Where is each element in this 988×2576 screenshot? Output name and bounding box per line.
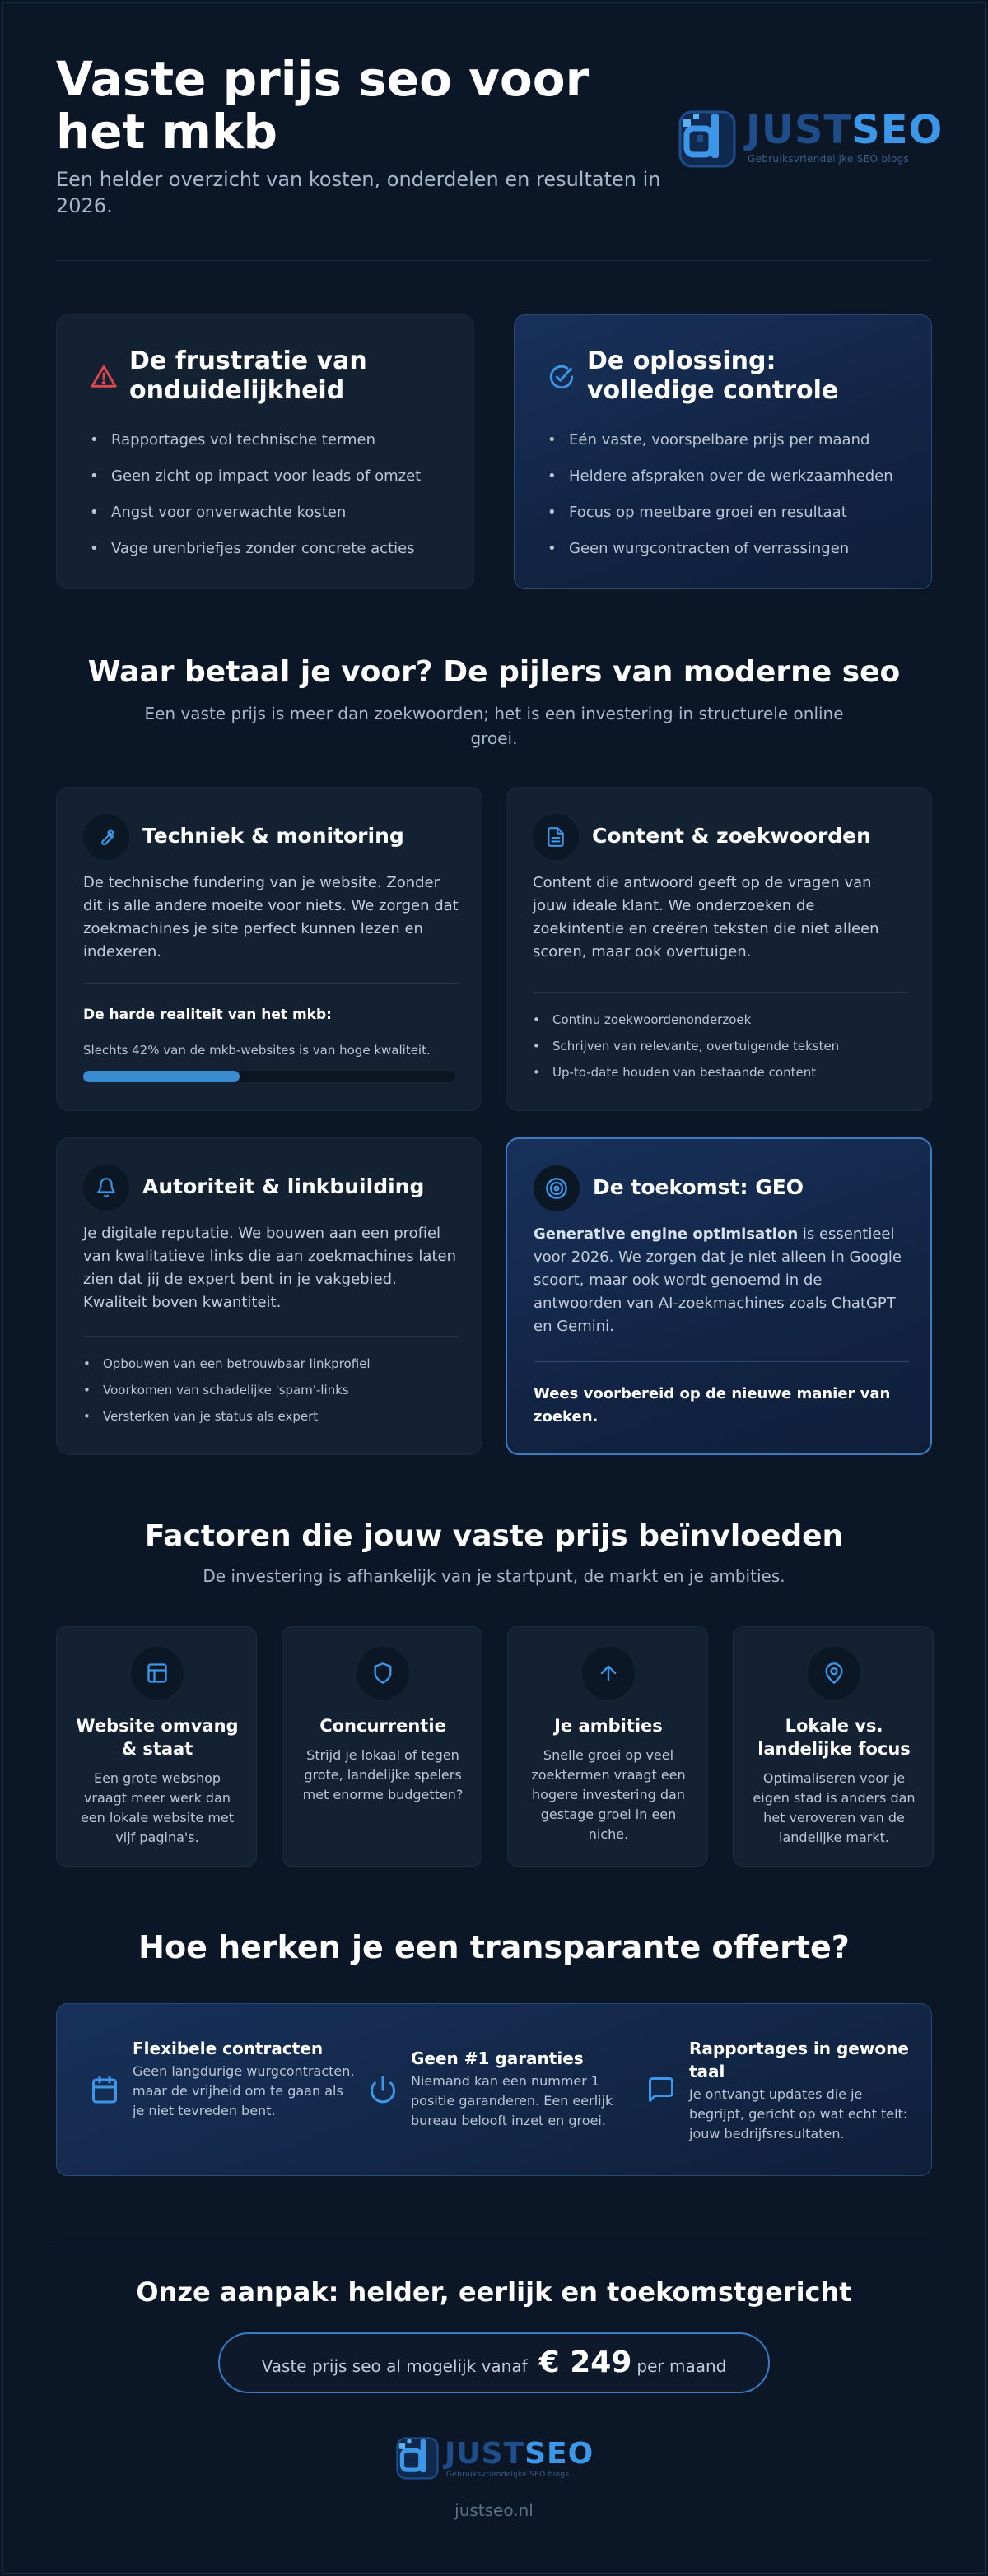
- logo-mark-icon: [394, 2434, 441, 2482]
- factor-card: [56, 1626, 257, 1867]
- list-item: • Geen wurgcontracten of verrassingen: [548, 531, 893, 567]
- list-item: • Schrijven van relevante, overtuigende teksten: [533, 1033, 839, 1059]
- pillar-authority-card: [56, 1137, 482, 1455]
- price-suffix: per maand: [636, 2356, 727, 2376]
- power-icon: [368, 2075, 398, 2104]
- wrench-icon: [83, 814, 129, 860]
- quote-item-title: Rapportages in gewone taal: [689, 2039, 909, 2081]
- factor-card: [507, 1626, 708, 1867]
- pillar-content-title: Content & zoekwoorden: [592, 824, 871, 848]
- factor-card: [282, 1626, 482, 1867]
- reality-text: Slechts 42% van de mkb-websites is van hoge kwaliteit.: [83, 1043, 431, 1058]
- pillar-tech-card: [56, 787, 482, 1111]
- quote-item-title: Flexibele contracten: [133, 2039, 324, 2058]
- list-item: • Eén vaste, voorspelbare prijs per maand: [548, 422, 893, 458]
- pillar-geo-body: Generative engine optimisation is essentieel voor 2026. We zorgen dat je niet alleen in Google scoort, maar ook wordt genoemd in de antwoorden van AI-zoekmachines zoals ChatGPT en Gemini.: [534, 1225, 902, 1335]
- pillars-heading: Waar betaal je voor? De pijlers van moderne seo: [87, 655, 901, 689]
- factor-title: Website omvang & staat: [76, 1716, 239, 1759]
- list-item: • Heldere afspraken over de werkzaamheden: [548, 458, 893, 495]
- list-item: • Opbouwen van een betrouwbaar linkprofiel: [83, 1351, 370, 1377]
- factor-body: Strijd je lokaal of tegen grote, landelijke spelers met enorme budgetten?: [302, 1747, 464, 1802]
- pillar-tech-title: Techniek & monitoring: [142, 824, 404, 848]
- problem-card: [56, 314, 474, 589]
- price-amount: € 249: [538, 2346, 632, 2379]
- quote-item-body: Geen langdurige wurgcontracten, maar de vrijheid om te gaan als je niet tevreden bent.: [133, 2063, 355, 2118]
- list-item: • Up-to-date houden van bestaande content: [533, 1059, 839, 1086]
- list-item: • Rapportages vol technische termen: [90, 422, 421, 458]
- factor-title: Concurrentie: [319, 1716, 446, 1736]
- quote-heading: Hoe herken je een transparante offerte?: [138, 1929, 850, 1965]
- list-item: • Voorkomen van schadelijke 'spam'-links: [83, 1377, 370, 1403]
- quote-item-title: Geen #1 garanties: [411, 2048, 584, 2068]
- document-icon: [533, 814, 579, 860]
- reality-title: De harde realiteit van het mkb:: [83, 1007, 332, 1023]
- divider: [83, 1336, 459, 1337]
- divider: [534, 1361, 909, 1362]
- calendar-icon: [90, 2075, 119, 2104]
- justseo-logo[interactable]: [675, 100, 944, 174]
- pillar-tech-body: De technische fundering van je website. Zonder dit is alle andere moeite voor niets. We zorgen dat zoekmachines je site perfect kunnen lezen en indexeren.: [83, 874, 459, 960]
- factor-body: Een grote webshop vraagt meer werk dan een lokale website met vijf pagina's.: [80, 1770, 235, 1845]
- list-item: • Geen zicht op impact voor leads of omzet: [90, 458, 421, 495]
- factors-heading: Factoren die jouw vaste prijs beïnvloeden: [144, 1519, 844, 1553]
- list-item: • Versterken van je status als expert: [83, 1403, 370, 1430]
- solution-card: [514, 314, 932, 589]
- divider: [533, 992, 908, 993]
- pillar-geo-card: [506, 1137, 932, 1455]
- target-icon: [534, 1165, 580, 1211]
- list-item: • Continu zoekwoordenonderzoek: [533, 1007, 839, 1033]
- price-prefix: Vaste prijs seo al mogelijk vanaf: [261, 2356, 528, 2376]
- quote-box: [56, 2003, 932, 2176]
- pillar-geo-cta: Wees voorbereid op de nieuwe manier van zoeken.: [534, 1385, 891, 1425]
- list-item: • Angst voor onverwachte kosten: [90, 495, 421, 531]
- logo-mark-icon: [675, 107, 739, 171]
- problem-title: De frustratie van onduidelijkheid: [129, 346, 367, 405]
- problem-list: [90, 422, 421, 567]
- message-icon: [646, 2075, 676, 2104]
- logo-wordmark: JUSTSEO: [746, 107, 944, 153]
- shield-icon: [357, 1647, 409, 1700]
- solution-title: De oplossing: volledige controle: [587, 346, 839, 405]
- divider: [83, 983, 459, 984]
- pillar-content-card: [506, 787, 932, 1111]
- factor-title: Lokale vs. landelijke focus: [757, 1716, 911, 1759]
- quote-item-body: Je ontvangt updates die je begrijpt, gericht op wat echt telt: jouw bedrijfsresultaten.: [689, 2086, 908, 2141]
- layout-icon: [131, 1647, 184, 1700]
- factor-title: Je ambities: [554, 1716, 663, 1736]
- solution-list: [548, 422, 893, 567]
- quality-progress-fill: [83, 1071, 240, 1082]
- price-banner[interactable]: [218, 2332, 770, 2393]
- list-item: • Vage urenbriefjes zonder concrete acties: [90, 531, 421, 567]
- warning-icon: [90, 363, 118, 391]
- page-subtitle: Een helder overzicht van kosten, onderdelen en resultaten in 2026.: [56, 168, 661, 217]
- pillars-lead: Een vaste prijs is meer dan zoekwoorden; het is een investering in structurele online groei.: [144, 704, 844, 748]
- logo-tagline: Gebruiksvriendelijke SEO blogs: [748, 153, 910, 165]
- page-title: Vaste prijs seo voor het mkb: [56, 51, 590, 160]
- bell-icon: [83, 1165, 129, 1211]
- quote-item-body: Niemand kan een nummer 1 positie garanderen. Een eerlijk bureau belooft inzet en groei.: [411, 2073, 613, 2128]
- footer-heading: Onze aanpak: helder, eerlijk en toekomstgericht: [136, 2276, 852, 2308]
- factor-body: Optimaliseren voor je eigen stad is anders dan het veroveren van de landelijke markt.: [753, 1770, 916, 1845]
- check-circle-icon: [548, 363, 576, 391]
- logo-tagline: Gebruiksvriendelijke SEO blogs: [446, 2471, 570, 2479]
- pillar-authority-body: Je digitale reputatie. We bouwen aan een profiel van kwalitatieve links die aan zoekmachines laten zien dat jij de expert bent in je vakgebied. Kwaliteit boven kwantiteit.: [83, 1225, 456, 1311]
- pillar-content-body: Content die antwoord geeft op de vragen van jouw ideale klant. We onderzoeken de zoekintentie en creëren teksten die niet alleen scoren, maar ook overtuigen.: [533, 874, 879, 960]
- header: [56, 51, 944, 217]
- site-url[interactable]: justseo.nl: [454, 2500, 534, 2520]
- pillar-authority-title: Autoriteit & linkbuilding: [142, 1174, 425, 1198]
- pillar-geo-title: De toekomst: GEO: [593, 1175, 804, 1199]
- pillar-authority-list: [83, 1351, 370, 1430]
- divider: [56, 260, 932, 261]
- factor-body: Snelle groei op veel zoektermen vraagt een hogere investering dan gestage groei in een niche.: [531, 1747, 686, 1842]
- map-pin-icon: [808, 1647, 860, 1700]
- quality-progress-bar: [83, 1071, 455, 1082]
- logo-wordmark: JUSTSEO: [445, 2437, 594, 2471]
- pillar-content-list: [533, 1007, 839, 1086]
- list-item: • Focus op meetbare groei en resultaat: [548, 495, 893, 531]
- arrow-up-icon: [582, 1647, 635, 1700]
- factors-lead: De investering is afhankelijk van je startpunt, de markt en je ambities.: [203, 1566, 785, 1586]
- factor-card: [733, 1626, 934, 1867]
- footer-logo[interactable]: [394, 2431, 599, 2485]
